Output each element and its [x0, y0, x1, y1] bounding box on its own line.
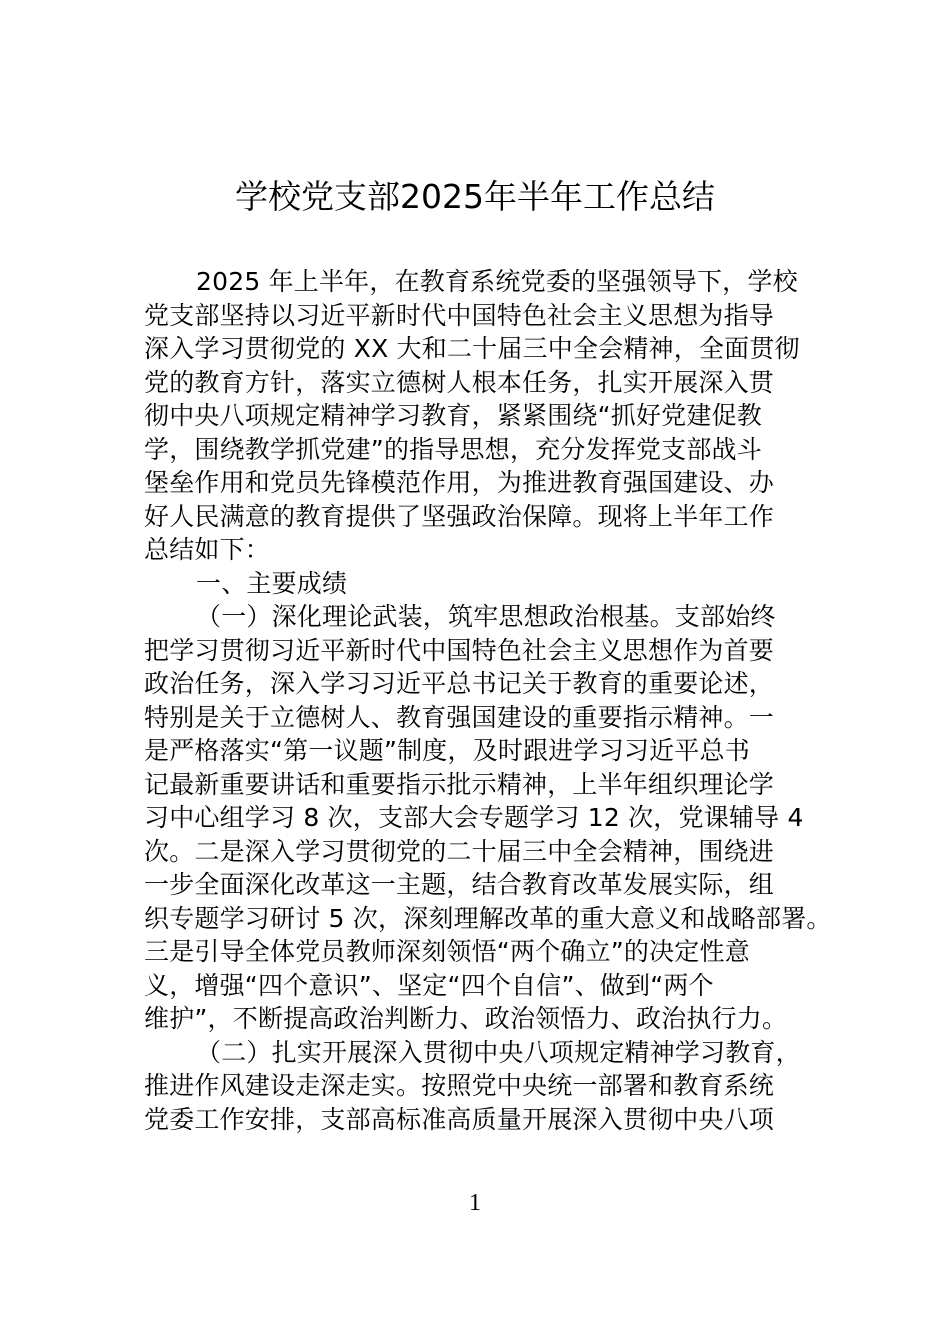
text-line: 一步全面深化改革这一主题，结合教育改革发展实际，组: [144, 870, 775, 899]
text-line: 记最新重要讲话和重要指示批示精神，上半年组织理论学: [144, 769, 775, 799]
text-line: 维护”，不断提高政治判断力、政治领悟力、政治执行力。: [144, 1004, 788, 1033]
text-line: 党的教育方针，落实立德树人根本任务，扎实开展深入贯: [144, 367, 775, 397]
section-heading: 一、主要成绩: [196, 568, 348, 598]
text-line: 三是引导全体党员教师深刻领悟“两个确立”的决定性意: [144, 937, 750, 966]
document-body: [144, 265, 832, 1136]
document-title: 学校党支部2025年半年工作总结: [235, 177, 715, 216]
text-line: 织专题学习研讨 5 次，深刻理解改革的重大意义和战略部署。: [144, 903, 832, 933]
text-line: （二）扎实开展深入贯彻中央八项规定精神学习教育，: [196, 1037, 801, 1067]
page-number: 1: [469, 1190, 481, 1216]
section-heading-main-achievements: [144, 567, 810, 601]
paragraph-intro: [144, 265, 810, 567]
paragraph-eight-regulations: [144, 1036, 810, 1137]
text-line: 好人民满意的教育提供了坚强政治保障。现将上半年工作: [144, 501, 775, 531]
text-line: 次。二是深入学习贯彻党的二十届三中全会精神，围绕进: [144, 836, 775, 866]
text-line: 总结如下：: [144, 535, 271, 564]
text-line: 习中心组学习 8 次，支部大会专题学习 12 次，党课辅导 4: [144, 803, 804, 832]
text-line: 是严格落实“第一议题”制度，及时跟进学习习近平总书: [144, 736, 750, 765]
text-line: 政治任务，深入学习习近平总书记关于教育的重要论述，: [144, 669, 775, 698]
text-line: 把学习贯彻习近平新时代中国特色社会主义思想作为首要: [144, 635, 775, 665]
text-line: 深入学习贯彻党的 XX 大和二十届三中全会精神，全面贯彻: [144, 334, 800, 363]
text-line: 彻中央八项规定精神学习教育，紧紧围绕“抓好党建促教: [144, 401, 762, 430]
text-line: 堡垒作用和党员先锋模范作用，为推进教育强国建设、办: [144, 468, 775, 497]
text-line: 党支部坚持以习近平新时代中国特色社会主义思想为指导: [144, 300, 775, 330]
text-line: 义，增强“四个意识”、坚定“四个自信”、做到“两个: [144, 970, 714, 1000]
text-line: （一）深化理论武装，筑牢思想政治根基。支部始终: [196, 602, 776, 631]
text-line: 推进作风建设走深走实。按照党中央统一部署和教育系统: [144, 1071, 775, 1100]
text-line: 2025 年上半年，在教育系统党委的坚强领导下，学校: [196, 267, 798, 296]
paragraph-theory-study: [144, 600, 832, 1036]
text-line: 特别是关于立德树人、教育强国建设的重要指示精神。一: [144, 702, 775, 732]
text-line: 学，围绕教学抓党建”的指导思想，充分发挥党支部战斗: [144, 434, 762, 464]
text-line: 党委工作安排，支部高标准高质量开展深入贯彻中央八项: [144, 1104, 775, 1134]
